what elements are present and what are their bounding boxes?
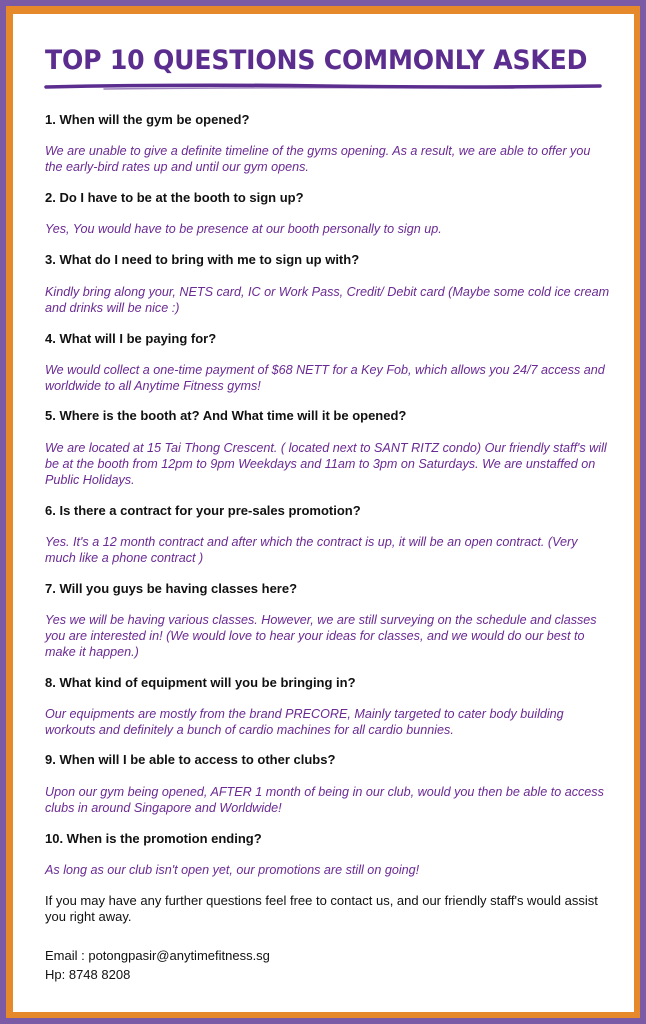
faq-question-3: 3. What do I need to bring with me to sign up with? bbox=[45, 252, 360, 267]
faq-question-5: 5. Where is the booth at? And What time will it be opened? bbox=[45, 408, 407, 423]
faq-question-8: 8. What kind of equipment will you be bringing in? bbox=[45, 675, 356, 690]
faq-answer-4: We would collect a one-time payment of $68 NETT for a Key Fob, which allows you 24/7 access and worldwide to all Anytime Fitness gyms! bbox=[45, 363, 605, 393]
faq-answer-2: Yes, You would have to be presence at our booth personally to sign up. bbox=[45, 222, 442, 236]
faq-question-2: 2. Do I have to be at the booth to sign up? bbox=[45, 190, 304, 205]
faq-answer-1: We are unable to give a definite timeline of the gyms opening. As a result, we are able to offer you the early-bird rates up and until our gym opens. bbox=[45, 144, 591, 174]
closing-text: If you may have any further questions feel free to contact us, and our friendly staff's would assist you right away. bbox=[45, 893, 598, 924]
faq-answer-3: Kindly bring along your, NETS card, IC or Work Pass, Credit/ Debit card (Maybe some cold ice cream and drinks will be nice :) bbox=[45, 285, 610, 315]
faq-question-6: 6. Is there a contract for your pre-sales promotion? bbox=[45, 503, 361, 518]
faq-answer-10: As long as our club isn't open yet, our promotions are still on going! bbox=[45, 863, 420, 877]
faq-answer-9: Upon our gym being opened, AFTER 1 month of being in our club, would you then be able to access clubs in around Singapore and Worldwide! bbox=[45, 785, 604, 815]
faq-answer-7: Yes we will be having various classes. However, we are still surveying on the schedule and classes you are interested in! (We would love to hear your ideas for classes, and we would do our best to make it happen.) bbox=[45, 613, 597, 659]
faq-question-1: 1. When will the gym be opened? bbox=[45, 112, 250, 127]
page-title: TOP 10 QUESTIONS COMMONLY ASKED bbox=[45, 45, 588, 76]
contact-phone: Hp: 8748 8208 bbox=[45, 967, 131, 982]
faq-question-4: 4. What will I be paying for? bbox=[45, 331, 217, 346]
faq-answer-5: We are located at 15 Tai Thong Crescent. ( located next to SANT RITZ condo) Our friendly staff's will be at the booth from 12pm to 9pm Weekdays and 11am to 3pm on Saturdays. We are unstaffed on Public Holidays. bbox=[45, 441, 607, 487]
faq-answer-8: Our equipments are mostly from the brand PRECORE, Mainly targeted to cater body building workouts and definitely a bunch of cardio machines for all cardio bunnies. bbox=[45, 707, 564, 737]
faq-question-9: 9. When will I be able to access to other clubs? bbox=[45, 752, 336, 767]
faq-question-7: 7. Will you guys be having classes here? bbox=[45, 581, 298, 596]
faq-answer-6: Yes. It's a 12 month contract and after which the contract is up, it will be an open contract. (Very much like a phone contract ) bbox=[45, 535, 578, 565]
brush-underline bbox=[44, 82, 604, 92]
contact-email: Email : potongpasir@anytimefitness.sg bbox=[45, 948, 270, 963]
faq-question-10: 10. When is the promotion ending? bbox=[45, 831, 262, 846]
